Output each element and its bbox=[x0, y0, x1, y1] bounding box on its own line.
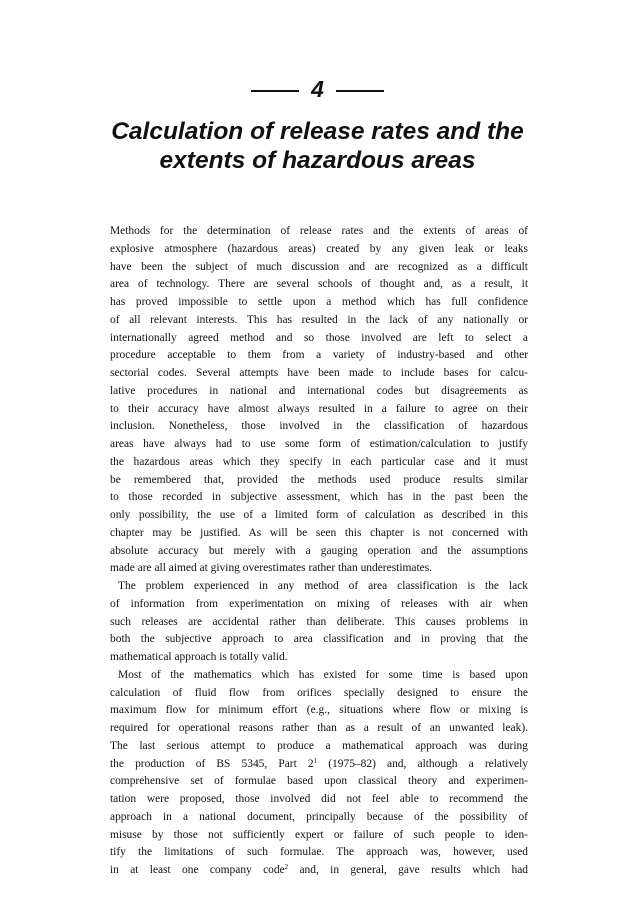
body-text-line: lative procedures in national and international codes but disagreements as bbox=[110, 384, 528, 397]
body-text-line: both the subjective approach to area classification and in proving that the bbox=[110, 633, 528, 646]
chapter-number-text: 4 bbox=[311, 76, 324, 102]
body-text-line: made are all aimed at giving overestimates rather than underestimates. bbox=[110, 562, 433, 575]
body-text-line: mathematical approach is totally valid. bbox=[110, 651, 288, 663]
body-text-line: calculation of fluid flow from orifices specially designed to ensure the bbox=[110, 686, 528, 699]
body-text-line: in at least one company code$^2$ and, in general, gave results which had bbox=[110, 863, 529, 876]
body-text-line: chapter may be justified. As will be seen this chapter is not concerned with bbox=[110, 526, 528, 539]
chapter-title-line: Calculation of release rates and the bbox=[111, 118, 524, 145]
body-text-line: tation were proposed, those involved did not feel able to recommend the bbox=[110, 793, 528, 805]
body-text-line: of information from experimentation on mixing of releases with air when bbox=[110, 597, 528, 610]
body-text-line: sectorial codes. Several attempts have been made to include bases for calcu- bbox=[110, 367, 528, 379]
body-text-line: the production of BS 5345, Part $2^1$ (1975–82) and, although a relatively bbox=[110, 756, 529, 770]
body-text-line: maximum flow for minimum effort (e.g., situations where flow or mixing is bbox=[110, 704, 528, 717]
body-text-line: only possibility, the use of a limited form of calculation as described in this bbox=[110, 509, 528, 521]
body-text-line: be remembered that, provided the methods used produce results similar bbox=[110, 473, 528, 486]
body-text-line: The last serious attempt to produce a mathematical approach was during bbox=[110, 739, 528, 752]
body-text-line: explosive atmosphere (hazardous areas) created by any given leak or leaks bbox=[110, 242, 528, 255]
chapter-title bbox=[20, 117, 615, 175]
footnote-reference: 1 bbox=[313, 756, 318, 765]
footnote-reference: 2 bbox=[284, 863, 289, 871]
body-text-line: the hazardous areas which they specify in each particular case and it must bbox=[110, 455, 528, 468]
chapter-number-right-rule bbox=[336, 90, 384, 92]
body-text-line: absolute accuracy but merely with a gauging operation and the assumptions bbox=[110, 544, 528, 557]
body-text-line: misuse by those not sufficiently expert or failure of such people to iden- bbox=[110, 828, 528, 841]
body-text-line: comprehensive set of formulae based upon classical theory and experimen- bbox=[110, 775, 528, 788]
body-text-line: Most of the mathematics which has existed for some time is based upon bbox=[118, 668, 528, 681]
chapter-number bbox=[0, 74, 635, 104]
body-text-line: inclusion. Nonetheless, those involved in the classification of hazardous bbox=[110, 420, 528, 433]
chapter-title-line: extents of hazardous areas bbox=[159, 147, 476, 174]
chapter-body-text bbox=[110, 223, 528, 880]
body-text-line: of all relevant interests. This has resulted in the lack of any nationally or bbox=[110, 313, 528, 326]
body-text-line: areas have always had to use some form of estimation/calculation to justify bbox=[110, 438, 528, 450]
body-text-line: to those recorded in subjective assessment, which has in the past been the bbox=[110, 491, 528, 504]
chapter-number-left-rule bbox=[251, 90, 299, 92]
body-text-line: procedure acceptable to them from a variety of industry-based and other bbox=[110, 349, 528, 362]
body-text-line: internationally agreed method and so those involved are left to select a bbox=[110, 331, 528, 344]
body-text-line: Methods for the determination of release rates and the extents of areas of bbox=[110, 225, 528, 237]
body-text-line: approach in a national document, principally because of the possibility of bbox=[110, 810, 528, 823]
body-text-line: The problem experienced in any method of area classification is the lack bbox=[118, 580, 528, 592]
body-text-line: area of technology. There are several schools of thought and, as a result, it bbox=[110, 278, 528, 291]
body-text-line: such releases are accidental rather than deliberate. This causes problems in bbox=[110, 615, 528, 628]
body-text-line: required for operational reasons rather than as a result of an unwanted leak). bbox=[110, 722, 528, 734]
body-text-line: have been the subject of much discussion and are recognized as a difficult bbox=[110, 260, 528, 273]
body-text-line: has proved impossible to settle upon a method which has full confidence bbox=[110, 296, 528, 308]
body-text-line: to their accuracy have almost always resulted in a failure to agree on their bbox=[110, 402, 528, 415]
body-text-line: tify the limitations of such formulae. The approach was, however, used bbox=[110, 846, 528, 859]
